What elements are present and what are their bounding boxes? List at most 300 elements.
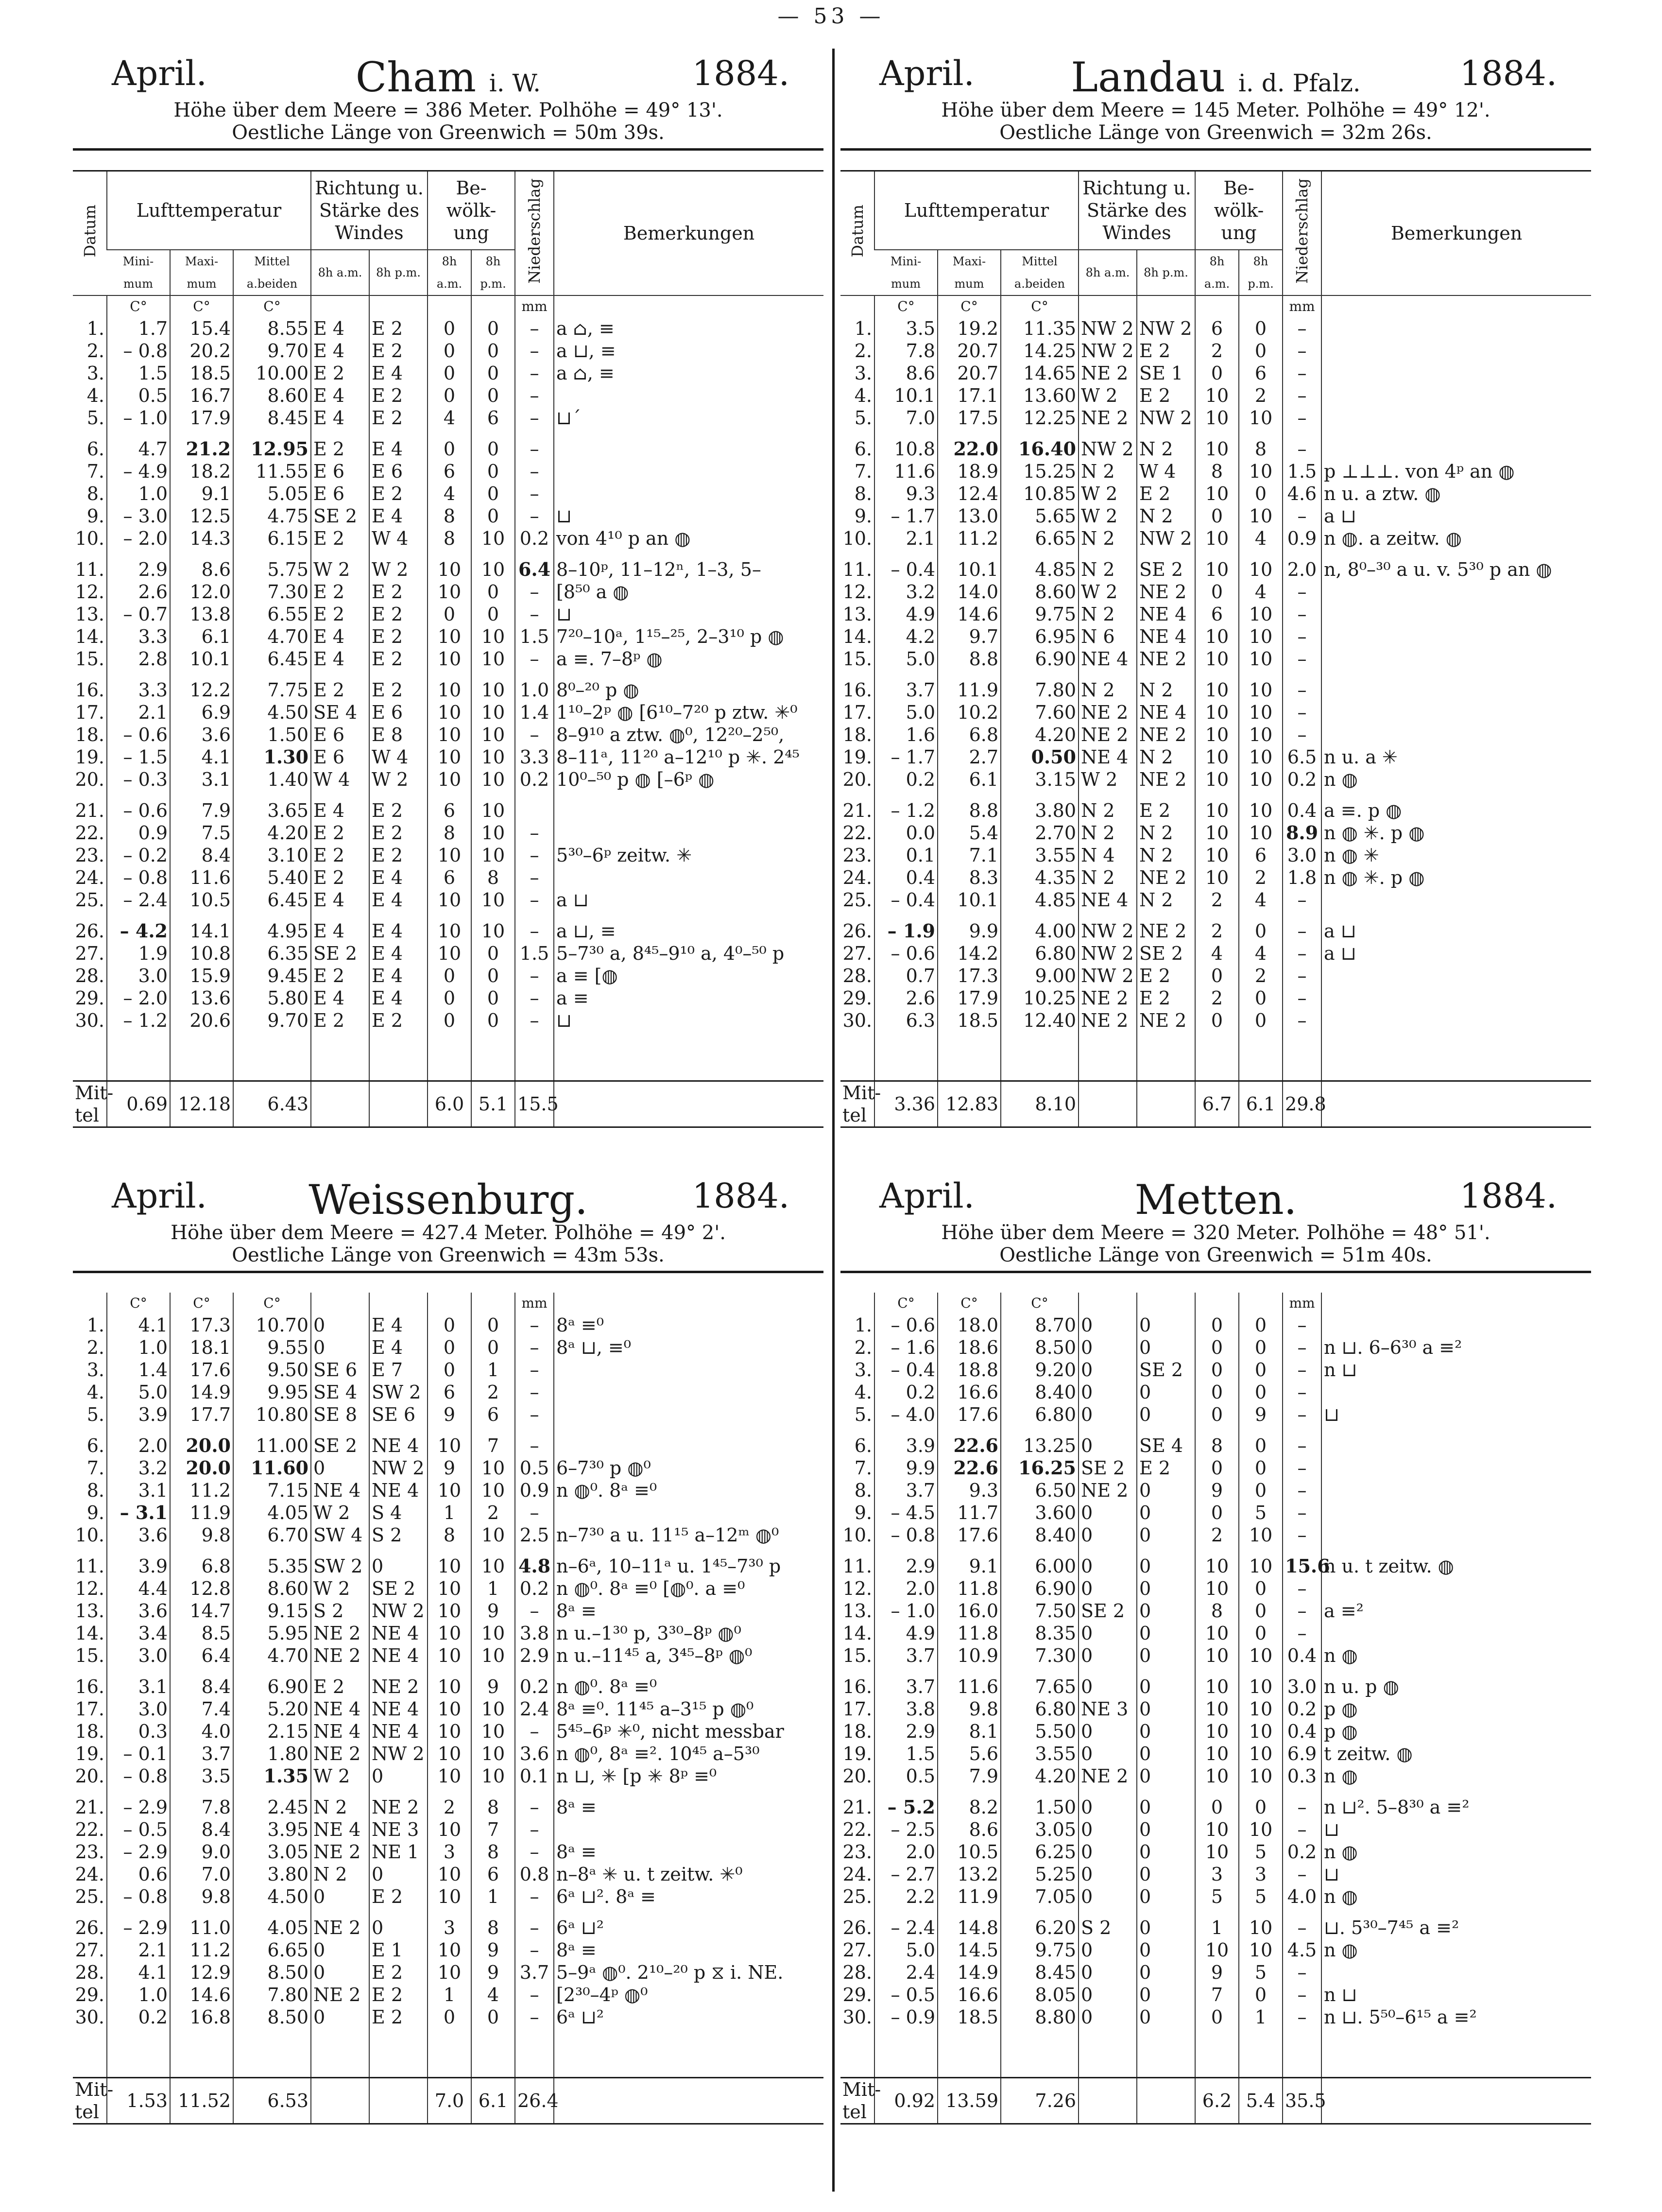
- station-suffix: i. W.: [489, 69, 541, 97]
- gap-cell: [1195, 1667, 1239, 1676]
- table-row: [840, 1765, 1591, 1787]
- cell-min: – 0.6: [107, 724, 170, 746]
- cell-precip: –: [1283, 920, 1321, 942]
- unit-cell: [1195, 1293, 1239, 1314]
- subheader-am: 8h a.m.: [1195, 250, 1239, 295]
- cell-cloud-am: 10: [1195, 438, 1239, 460]
- cell-date: 19.: [75, 746, 104, 768]
- cell-max: 10.2: [938, 701, 1001, 724]
- blank-cell: [554, 2028, 823, 2078]
- cell-min: 3.9: [107, 1403, 170, 1426]
- table-row: [73, 1676, 823, 1698]
- cell-wind-am: SE 8: [311, 1403, 369, 1426]
- cell-cloud-pm: 7: [471, 1818, 515, 1841]
- cell-date: 21.: [842, 1797, 872, 1818]
- cell-wind-am: E 4: [311, 920, 369, 942]
- cell-min: 10.8: [874, 438, 938, 460]
- cell-max: 6.8: [170, 1555, 233, 1577]
- cell-date: 2.: [86, 1337, 104, 1358]
- cell-precip: –: [515, 866, 554, 889]
- cell-cloud-am: 10: [428, 1479, 471, 1502]
- cell-wind-am: 0: [1079, 1314, 1137, 1336]
- cell-cloud-am: 10: [1195, 701, 1239, 724]
- cell-mean: 5.65: [1001, 505, 1079, 527]
- cell-precip: –: [1283, 1457, 1321, 1479]
- cell-max: 7.9: [938, 1765, 1001, 1787]
- pentad-gap: [840, 1546, 1591, 1555]
- cell-min: – 2.9: [107, 1841, 170, 1863]
- mittel-row: [840, 1081, 1591, 1127]
- cell-date: 6.: [86, 438, 104, 460]
- cell-wind-pm: 0: [1137, 1984, 1195, 2006]
- cell-max: 11.9: [938, 1885, 1001, 1908]
- cell-date: 27.: [75, 943, 104, 964]
- cell-wind-am: 0: [1079, 1961, 1137, 1984]
- table-row: [73, 1502, 823, 1524]
- cell-max: 17.3: [170, 1314, 233, 1336]
- cell-cloud-pm: 8: [471, 1796, 515, 1818]
- cell-max: 16.6: [938, 1984, 1001, 2006]
- cell-precip: –: [515, 483, 554, 505]
- cell-mean: 14.25: [1001, 340, 1079, 362]
- cell-wind-am: 0: [1079, 1434, 1137, 1457]
- cell-wind-am: N 2: [1079, 866, 1137, 889]
- cell-cloud-am: 8: [428, 1524, 471, 1546]
- cell-wind-am: E 4: [311, 799, 369, 822]
- cell-mean: 0.50: [1001, 746, 1079, 768]
- cell-wind-am: W 2: [1079, 483, 1137, 505]
- cell-wind-pm: SW 2: [369, 1381, 428, 1403]
- cell-remarks: [1321, 317, 1591, 340]
- mittel-mean: 7.26: [1001, 2078, 1079, 2124]
- cell-min: 0.0: [874, 822, 938, 844]
- gap-cell: [1001, 1908, 1079, 1917]
- cell-precip: –: [515, 581, 554, 603]
- cell-mean: 14.65: [1001, 362, 1079, 384]
- cell-wind-am: SE 6: [311, 1359, 369, 1381]
- pentad-gap: [840, 429, 1591, 438]
- cell-precip: –: [515, 1917, 554, 1939]
- mittel-max: 13.59: [938, 2078, 1001, 2124]
- weather-table: [840, 170, 1591, 1128]
- unit-cell: [1321, 1293, 1591, 1314]
- cell-max: 5.6: [938, 1743, 1001, 1765]
- cell-wind-am: NE 2: [311, 1743, 369, 1765]
- cell-precip: –: [515, 1796, 554, 1818]
- gap-cell: [1239, 1908, 1283, 1917]
- gap-cell: [1001, 550, 1079, 558]
- cell-min: 1.9: [107, 942, 170, 965]
- cell-mean: 1.30: [233, 746, 311, 768]
- gap-cell: [1283, 550, 1321, 558]
- pentad-gap: [840, 550, 1591, 558]
- cell-date: 13.: [75, 1600, 104, 1622]
- gap-cell: [1137, 429, 1195, 438]
- cell-max: 10.5: [938, 1841, 1001, 1863]
- blank-cell: [874, 2028, 938, 2078]
- cell-cloud-am: 0: [428, 965, 471, 987]
- blank-cell: [1283, 1032, 1321, 1081]
- blank-cell: [1001, 1032, 1079, 1081]
- station-elevation: Höhe über dem Meere = 145 Meter. Polhöhe = 49° 12'.: [941, 99, 1491, 121]
- cell-mean: 6.00: [1001, 1555, 1079, 1577]
- cell-mean: 9.15: [233, 1600, 311, 1622]
- gap-cell: [471, 1667, 515, 1676]
- cell-precip: –: [1283, 701, 1321, 724]
- cell-cloud-pm: 0: [1239, 340, 1283, 362]
- cell-wind-pm: E 2: [369, 799, 428, 822]
- gap-cell: [1195, 1787, 1239, 1796]
- cell-cloud-am: 10: [1195, 1743, 1239, 1765]
- gap-cell: [1001, 1787, 1079, 1796]
- cell-min: – 0.2: [107, 844, 170, 866]
- cell-remarks: 8ᵃ ≡⁰: [554, 1314, 823, 1336]
- cell-min: – 0.8: [874, 1524, 938, 1546]
- cell-precip: 3.0: [1283, 1676, 1321, 1698]
- cell-max: 20.7: [938, 362, 1001, 384]
- cell-mean: 1.40: [233, 768, 311, 791]
- cell-precip: –: [1283, 1818, 1321, 1841]
- cell-wind-am: W 2: [311, 558, 369, 581]
- unit-cell: [311, 295, 369, 317]
- blank-cell: [311, 2028, 369, 2078]
- gap-cell: [73, 429, 107, 438]
- unit-cell: [1239, 295, 1283, 317]
- table-row: [840, 844, 1591, 866]
- blank-cell: [1283, 2028, 1321, 2078]
- cell-precip: –: [515, 460, 554, 483]
- gap-cell: [938, 1908, 1001, 1917]
- cell-min: 3.0: [107, 965, 170, 987]
- cell-max: 10.1: [938, 558, 1001, 581]
- cell-remarks: n ◍⁰. 8ᵃ ≡⁰: [554, 1676, 823, 1698]
- gap-cell: [311, 1667, 369, 1676]
- cell-precip: 0.2: [1283, 1698, 1321, 1720]
- unit-cell: [428, 295, 471, 317]
- cell-date: 4.: [854, 1382, 872, 1403]
- cell-wind-pm: 0: [1137, 1600, 1195, 1622]
- gap-cell: [515, 429, 554, 438]
- cell-max: 20.0: [170, 1434, 233, 1457]
- cell-mean: 4.70: [233, 1644, 311, 1667]
- cell-cloud-am: 6: [428, 1381, 471, 1403]
- cell-wind-am: NE 4: [311, 1698, 369, 1720]
- table-row: [840, 1524, 1591, 1546]
- cell-mean: 6.95: [1001, 625, 1079, 648]
- cell-mean: 1.50: [1001, 1796, 1079, 1818]
- cell-precip: –: [1283, 438, 1321, 460]
- cell-wind-pm: NE 4: [369, 1479, 428, 1502]
- cell-precip: –: [515, 1720, 554, 1743]
- table-row: [73, 1577, 823, 1600]
- cell-precip: –: [1283, 1577, 1321, 1600]
- cell-mean: 9.55: [233, 1336, 311, 1359]
- gap-cell: [840, 791, 874, 799]
- gap-cell: [938, 1546, 1001, 1555]
- table-row: [73, 1796, 823, 1818]
- cell-precip: 1.0: [515, 679, 554, 701]
- gap-cell: [1137, 1908, 1195, 1917]
- cell-cloud-pm: 10: [471, 1743, 515, 1765]
- blank-cell: [874, 1032, 938, 1081]
- cell-cloud-pm: 10: [1239, 1524, 1283, 1546]
- cell-date: 1.: [86, 318, 104, 339]
- cell-precip: –: [1283, 1434, 1321, 1457]
- cell-cloud-am: 2: [1195, 920, 1239, 942]
- cell-precip: –: [1283, 987, 1321, 1009]
- cell-mean: 16.25: [1001, 1457, 1079, 1479]
- cell-date: 7.: [854, 461, 872, 482]
- cell-max: 8.2: [938, 1796, 1001, 1818]
- cell-wind-am: E 2: [311, 844, 369, 866]
- cell-remarks: [1321, 1577, 1591, 1600]
- cell-mean: 5.95: [233, 1622, 311, 1644]
- gap-cell: [107, 1546, 170, 1555]
- cell-cloud-am: 10: [1195, 1720, 1239, 1743]
- cell-cloud-am: 10: [1195, 799, 1239, 822]
- cell-wind-am: NE 2: [311, 1984, 369, 2006]
- cell-precip: –: [1283, 1796, 1321, 1818]
- cell-precip: –: [1283, 724, 1321, 746]
- cell-date: 16.: [75, 679, 104, 701]
- table-row: [840, 1434, 1591, 1457]
- cell-min: 1.5: [874, 1743, 938, 1765]
- mittel-cloud-pm: 6.1: [1239, 1081, 1283, 1127]
- mittel-row: [840, 2078, 1591, 2124]
- cell-remarks: [554, 1403, 823, 1426]
- table-row: [73, 1765, 823, 1787]
- cell-max: 7.8: [170, 1796, 233, 1818]
- cell-cloud-am: 10: [428, 1555, 471, 1577]
- cell-min: – 4.9: [107, 460, 170, 483]
- cell-wind-pm: 0: [369, 1555, 428, 1577]
- cell-wind-am: W 2: [1079, 505, 1137, 527]
- cell-cloud-pm: 10: [471, 1457, 515, 1479]
- cell-cloud-pm: 10: [1239, 701, 1283, 724]
- cell-wind-am: 0: [1079, 1502, 1137, 1524]
- table-row: [840, 483, 1591, 505]
- cell-precip: 0.9: [1283, 527, 1321, 550]
- cell-mean: 5.25: [1001, 1863, 1079, 1885]
- subheader-am: 8h a.m.: [428, 250, 471, 295]
- unit-cell: [369, 1293, 428, 1314]
- bewoelkung-header: Be- wölk- ung: [428, 171, 515, 250]
- cell-remarks: [554, 1434, 823, 1457]
- gap-cell: [1079, 1908, 1137, 1917]
- cell-cloud-am: 9: [428, 1457, 471, 1479]
- cell-cloud-am: 0: [1195, 362, 1239, 384]
- cell-cloud-am: 10: [428, 746, 471, 768]
- gap-cell: [107, 550, 170, 558]
- pentad-gap: [73, 670, 823, 679]
- cell-precip: –: [1283, 1863, 1321, 1885]
- cell-wind-am: E 2: [311, 965, 369, 987]
- mittel-wind-pm: [1137, 1081, 1195, 1127]
- cell-wind-pm: E 2: [1137, 384, 1195, 407]
- cell-cloud-pm: 0: [1239, 1577, 1283, 1600]
- cell-min: 2.1: [107, 1939, 170, 1961]
- cell-cloud-am: 10: [428, 1818, 471, 1841]
- cell-min: – 0.8: [107, 866, 170, 889]
- cell-date: 24.: [842, 1864, 872, 1885]
- cell-remarks: n ◍: [1321, 1765, 1591, 1787]
- unit-cell: C°: [107, 1293, 170, 1314]
- cell-date: 13.: [842, 1600, 872, 1622]
- mittel-wind-am: [311, 2078, 369, 2124]
- table-row: [73, 1600, 823, 1622]
- cell-wind-am: 0: [311, 1314, 369, 1336]
- gap-cell: [1079, 1546, 1137, 1555]
- cell-date: 5.: [86, 1404, 104, 1425]
- cell-wind-am: NE 2: [311, 1841, 369, 1863]
- cell-max: 20.7: [938, 340, 1001, 362]
- cell-cloud-am: 1: [428, 1502, 471, 1524]
- cell-max: 7.9: [170, 799, 233, 822]
- cell-remarks: [554, 1381, 823, 1403]
- cell-wind-am: W 2: [311, 1765, 369, 1787]
- cell-mean: 7.75: [233, 679, 311, 701]
- cell-cloud-pm: 0: [471, 1009, 515, 1032]
- cell-max: 11.7: [938, 1502, 1001, 1524]
- cell-precip: –: [1283, 505, 1321, 527]
- cell-date: 3.: [854, 1359, 872, 1381]
- mittel-min: 1.53: [107, 2078, 170, 2124]
- cell-min: 3.3: [107, 625, 170, 648]
- table-row: [73, 822, 823, 844]
- cell-mean: 7.30: [233, 581, 311, 603]
- mittel-label: Mit- tel: [73, 1081, 107, 1127]
- cell-remarks: [1321, 603, 1591, 625]
- cell-wind-pm: N 2: [1137, 822, 1195, 844]
- cell-precip: –: [515, 1009, 554, 1032]
- cell-min: – 1.9: [874, 920, 938, 942]
- cell-date: 2.: [854, 340, 872, 362]
- gap-cell: [1001, 791, 1079, 799]
- cell-max: 17.5: [938, 407, 1001, 429]
- cell-date: 19.: [842, 1743, 872, 1764]
- blank-cell: [170, 1032, 233, 1081]
- cell-cloud-am: 10: [1195, 866, 1239, 889]
- station-elevation: Höhe über dem Meere = 427.4 Meter. Polhöhe = 49° 2'.: [171, 1222, 726, 1244]
- blank-cell: [840, 1032, 874, 1081]
- gap-cell: [515, 1787, 554, 1796]
- gap-cell: [170, 1787, 233, 1796]
- cell-remarks: n ◍⁰. 8ᵃ ≡⁰ [◍⁰. a ≡⁰: [554, 1577, 823, 1600]
- blank-cell: [311, 1032, 369, 1081]
- cell-wind-pm: NE 4: [369, 1644, 428, 1667]
- cell-remarks: a ⊔, ≡: [554, 340, 823, 362]
- gap-cell: [1079, 1426, 1137, 1434]
- cell-remarks: n, 8⁰–³⁰ a u. v. 5³⁰ p an ◍: [1321, 558, 1591, 581]
- cell-wind-pm: SE 1: [1137, 362, 1195, 384]
- cell-date: 23.: [75, 845, 104, 866]
- cell-cloud-pm: 0: [471, 483, 515, 505]
- cell-cloud-am: 10: [428, 1743, 471, 1765]
- cell-date: 9.: [854, 505, 872, 527]
- cell-cloud-pm: 0: [471, 340, 515, 362]
- gap-cell: [369, 1908, 428, 1917]
- cell-date: 13.: [75, 604, 104, 625]
- blank-cell: [170, 2028, 233, 2078]
- cell-precip: –: [1283, 2006, 1321, 2028]
- cell-min: 1.5: [107, 362, 170, 384]
- cell-mean: 2.15: [233, 1720, 311, 1743]
- cell-remarks: a ⌂, ≡: [554, 362, 823, 384]
- cell-precip: –: [1283, 1479, 1321, 1502]
- gap-cell: [170, 1426, 233, 1434]
- cell-mean: 10.70: [233, 1314, 311, 1336]
- cell-wind-pm: NE 1: [369, 1841, 428, 1863]
- unit-cell: [73, 295, 107, 317]
- cell-remarks: n–8ᵃ ✳ u. t zeitw. ✳⁰: [554, 1863, 823, 1885]
- cell-wind-pm: 0: [369, 1863, 428, 1885]
- cell-remarks: n u. a ✳: [1321, 746, 1591, 768]
- cell-remarks: 5⁴⁵–6ᵖ ✳⁰, nicht messbar: [554, 1720, 823, 1743]
- cell-max: 10.8: [170, 942, 233, 965]
- unit-cell: C°: [233, 1293, 311, 1314]
- gap-cell: [1001, 911, 1079, 920]
- cell-precip: –: [1283, 1622, 1321, 1644]
- cell-precip: 4.5: [1283, 1939, 1321, 1961]
- cell-cloud-pm: 10: [471, 724, 515, 746]
- gap-cell: [1001, 1667, 1079, 1676]
- cell-date: 29.: [842, 1984, 872, 2005]
- cell-date: 20.: [75, 769, 104, 790]
- station-year: 1884.: [692, 53, 789, 93]
- table-row: [840, 384, 1591, 407]
- cell-cloud-pm: 4: [1239, 527, 1283, 550]
- cell-precip: [515, 799, 554, 822]
- cell-min: – 0.6: [107, 799, 170, 822]
- gap-cell: [1137, 1426, 1195, 1434]
- cell-date: 30.: [75, 1010, 104, 1031]
- cell-wind-pm: N 2: [1137, 844, 1195, 866]
- cell-cloud-pm: 0: [471, 460, 515, 483]
- cell-cloud-am: 1: [428, 1984, 471, 2006]
- cell-cloud-pm: 10: [1239, 407, 1283, 429]
- cell-max: 4.1: [170, 746, 233, 768]
- cell-wind-am: NE 2: [311, 1917, 369, 1939]
- cell-min: – 2.9: [107, 1917, 170, 1939]
- cell-date: 7.: [86, 1457, 104, 1479]
- cell-date: 22.: [75, 822, 104, 844]
- gap-cell: [1283, 670, 1321, 679]
- datum-label: Datum: [848, 204, 867, 258]
- cell-remarks: ⊔: [1321, 1818, 1591, 1841]
- cell-precip: –: [515, 1336, 554, 1359]
- gap-cell: [369, 791, 428, 799]
- cell-wind-pm: E 6: [369, 460, 428, 483]
- gap-cell: [107, 791, 170, 799]
- cell-min: – 1.0: [874, 1600, 938, 1622]
- cell-mean: 4.85: [1001, 889, 1079, 911]
- mittel-min: 3.36: [874, 1081, 938, 1127]
- table-row: [73, 384, 823, 407]
- gap-cell: [1195, 911, 1239, 920]
- cell-wind-am: 0: [1079, 1984, 1137, 2006]
- cell-precip: –: [515, 317, 554, 340]
- cell-remarks: a ≡. 7–8ᵖ ◍: [554, 648, 823, 670]
- cell-wind-pm: 0: [1137, 1676, 1195, 1698]
- cell-date: 4.: [86, 385, 104, 406]
- cell-max: 3.7: [170, 1743, 233, 1765]
- cell-cloud-am: 0: [428, 362, 471, 384]
- cell-date: 27.: [75, 1939, 104, 1961]
- cell-wind-pm: NE 2: [1137, 866, 1195, 889]
- cell-cloud-pm: 10: [1239, 1818, 1283, 1841]
- cell-min: 3.0: [107, 1698, 170, 1720]
- unit-cell: [1321, 295, 1591, 317]
